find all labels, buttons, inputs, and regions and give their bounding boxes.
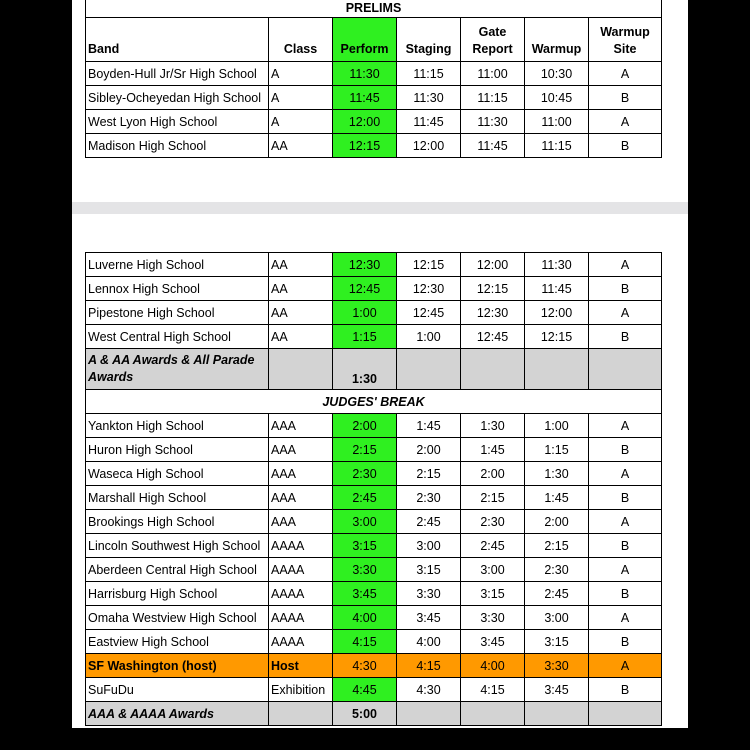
cell-cls: AA bbox=[269, 301, 333, 325]
cell-site: A bbox=[589, 558, 662, 582]
col-staging: Staging bbox=[397, 18, 461, 62]
cell-band: Boyden-Hull Jr/Sr High School bbox=[86, 62, 269, 86]
table-row bbox=[86, 134, 662, 158]
exhibition-gate: 4:15 bbox=[461, 678, 525, 702]
cell-gate: 3:45 bbox=[461, 630, 525, 654]
prelims-body bbox=[86, 62, 662, 158]
col-warmup-site: Warmup Site bbox=[589, 18, 662, 62]
cell-cls: A bbox=[269, 86, 333, 110]
cell-band: Luverne High School bbox=[86, 253, 269, 277]
awards-row-a-aa bbox=[86, 349, 662, 390]
rows3-body bbox=[86, 414, 662, 654]
awards-label: A & AA Awards & All Parade Awards bbox=[86, 349, 269, 390]
awards-blank bbox=[397, 702, 461, 726]
cell-band: West Central High School bbox=[86, 325, 269, 349]
cell-gate: 1:30 bbox=[461, 414, 525, 438]
cell-band: Yankton High School bbox=[86, 414, 269, 438]
cell-cls: AAA bbox=[269, 438, 333, 462]
cell-gate: 3:15 bbox=[461, 582, 525, 606]
cell-staging: 12:00 bbox=[397, 134, 461, 158]
cell-band: Harrisburg High School bbox=[86, 582, 269, 606]
awards-blank bbox=[269, 349, 333, 390]
cell-warmup: 11:45 bbox=[525, 277, 589, 301]
cell-gate: 3:00 bbox=[461, 558, 525, 582]
cell-band: Madison High School bbox=[86, 134, 269, 158]
cell-gate: 3:30 bbox=[461, 606, 525, 630]
cell-gate: 2:15 bbox=[461, 486, 525, 510]
cell-gate: 12:45 bbox=[461, 325, 525, 349]
cell-cls: A bbox=[269, 62, 333, 86]
cell-staging: 11:45 bbox=[397, 110, 461, 134]
cell-site: A bbox=[589, 253, 662, 277]
awards-row-aaa-aaaa bbox=[86, 702, 662, 726]
table-row bbox=[86, 534, 662, 558]
cell-perform: 2:00 bbox=[333, 414, 397, 438]
table-row bbox=[86, 438, 662, 462]
cell-gate: 12:00 bbox=[461, 253, 525, 277]
cell-perform: 2:45 bbox=[333, 486, 397, 510]
cell-perform: 4:15 bbox=[333, 630, 397, 654]
exhibition-perform: 4:45 bbox=[333, 678, 397, 702]
col-band: Band bbox=[86, 18, 269, 62]
exhibition-site: B bbox=[589, 678, 662, 702]
cell-perform: 2:30 bbox=[333, 462, 397, 486]
cell-perform: 12:15 bbox=[333, 134, 397, 158]
cell-warmup: 1:15 bbox=[525, 438, 589, 462]
cell-cls: AAA bbox=[269, 462, 333, 486]
table-row bbox=[86, 414, 662, 438]
cell-band: Lincoln Southwest High School bbox=[86, 534, 269, 558]
cell-staging: 12:15 bbox=[397, 253, 461, 277]
awards-blank bbox=[397, 349, 461, 390]
awards-label: AAA & AAAA Awards bbox=[86, 702, 269, 726]
cell-staging: 2:30 bbox=[397, 486, 461, 510]
cell-gate: 12:30 bbox=[461, 301, 525, 325]
exhibition-row bbox=[86, 678, 662, 702]
cell-site: B bbox=[589, 134, 662, 158]
cell-site: B bbox=[589, 630, 662, 654]
cell-gate: 12:15 bbox=[461, 277, 525, 301]
cell-staging: 2:00 bbox=[397, 438, 461, 462]
exhibition-class: Exhibition bbox=[269, 678, 333, 702]
table-row bbox=[86, 301, 662, 325]
cell-cls: AAA bbox=[269, 414, 333, 438]
table-row bbox=[86, 486, 662, 510]
cell-perform: 12:45 bbox=[333, 277, 397, 301]
awards-time: 1:30 bbox=[333, 349, 397, 390]
cell-perform: 3:15 bbox=[333, 534, 397, 558]
cell-band: Omaha Westview High School bbox=[86, 606, 269, 630]
cell-warmup: 2:45 bbox=[525, 582, 589, 606]
cell-band: Marshall High School bbox=[86, 486, 269, 510]
cell-cls: AA bbox=[269, 134, 333, 158]
cell-cls: AAAA bbox=[269, 630, 333, 654]
cell-band: Waseca High School bbox=[86, 462, 269, 486]
awards-time: 5:00 bbox=[333, 702, 397, 726]
cell-cls: AA bbox=[269, 325, 333, 349]
cell-warmup: 3:00 bbox=[525, 606, 589, 630]
cell-site: A bbox=[589, 110, 662, 134]
cell-perform: 11:45 bbox=[333, 86, 397, 110]
table-row bbox=[86, 558, 662, 582]
host-staging: 4:15 bbox=[397, 654, 461, 678]
cell-site: A bbox=[589, 301, 662, 325]
cell-site: B bbox=[589, 534, 662, 558]
cell-band: Brookings High School bbox=[86, 510, 269, 534]
cell-cls: AAAA bbox=[269, 606, 333, 630]
table-row bbox=[86, 62, 662, 86]
cell-perform: 2:15 bbox=[333, 438, 397, 462]
cell-staging: 3:45 bbox=[397, 606, 461, 630]
cell-band: Huron High School bbox=[86, 438, 269, 462]
awards-blank bbox=[525, 349, 589, 390]
cell-warmup: 11:30 bbox=[525, 253, 589, 277]
cell-warmup: 11:15 bbox=[525, 134, 589, 158]
cell-band: West Lyon High School bbox=[86, 110, 269, 134]
cell-staging: 12:45 bbox=[397, 301, 461, 325]
cell-gate: 2:00 bbox=[461, 462, 525, 486]
host-row bbox=[86, 654, 662, 678]
cell-site: B bbox=[589, 86, 662, 110]
table-row bbox=[86, 253, 662, 277]
table-row bbox=[86, 86, 662, 110]
table-row bbox=[86, 606, 662, 630]
cell-site: B bbox=[589, 325, 662, 349]
cell-gate: 11:45 bbox=[461, 134, 525, 158]
cell-warmup: 1:30 bbox=[525, 462, 589, 486]
host-perform: 4:30 bbox=[333, 654, 397, 678]
cell-staging: 3:15 bbox=[397, 558, 461, 582]
cell-band: Aberdeen Central High School bbox=[86, 558, 269, 582]
cell-staging: 1:45 bbox=[397, 414, 461, 438]
awards-blank bbox=[461, 702, 525, 726]
awards-blank bbox=[589, 349, 662, 390]
cell-perform: 12:00 bbox=[333, 110, 397, 134]
table-row bbox=[86, 582, 662, 606]
rows2-body bbox=[86, 253, 662, 349]
cell-perform: 3:00 bbox=[333, 510, 397, 534]
cell-gate: 2:45 bbox=[461, 534, 525, 558]
judges-break: JUDGES' BREAK bbox=[86, 390, 662, 414]
cell-warmup: 12:00 bbox=[525, 301, 589, 325]
section-title: PRELIMS bbox=[86, 0, 662, 18]
cell-warmup: 1:45 bbox=[525, 486, 589, 510]
cell-perform: 3:30 bbox=[333, 558, 397, 582]
cell-perform: 4:00 bbox=[333, 606, 397, 630]
host-site: A bbox=[589, 654, 662, 678]
cell-band: Eastview High School bbox=[86, 630, 269, 654]
cell-staging: 2:45 bbox=[397, 510, 461, 534]
page-gap bbox=[72, 202, 688, 214]
cell-warmup: 2:30 bbox=[525, 558, 589, 582]
cell-staging: 11:30 bbox=[397, 86, 461, 110]
cell-site: A bbox=[589, 606, 662, 630]
cell-cls: AA bbox=[269, 277, 333, 301]
col-gate-report: Gate Report bbox=[461, 18, 525, 62]
awards-blank bbox=[461, 349, 525, 390]
schedule-sheet-top bbox=[72, 0, 688, 202]
cell-site: B bbox=[589, 486, 662, 510]
host-class: Host bbox=[269, 654, 333, 678]
table-row bbox=[86, 462, 662, 486]
cell-staging: 3:00 bbox=[397, 534, 461, 558]
cell-gate: 11:00 bbox=[461, 62, 525, 86]
cell-cls: AAAA bbox=[269, 582, 333, 606]
cell-cls: A bbox=[269, 110, 333, 134]
cell-perform: 11:30 bbox=[333, 62, 397, 86]
header-row bbox=[86, 18, 662, 62]
cell-warmup: 3:15 bbox=[525, 630, 589, 654]
cell-staging: 12:30 bbox=[397, 277, 461, 301]
cell-warmup: 2:00 bbox=[525, 510, 589, 534]
cell-staging: 3:30 bbox=[397, 582, 461, 606]
cell-site: B bbox=[589, 438, 662, 462]
exhibition-staging: 4:30 bbox=[397, 678, 461, 702]
host-gate: 4:00 bbox=[461, 654, 525, 678]
awards-blank bbox=[525, 702, 589, 726]
col-class: Class bbox=[269, 18, 333, 62]
cell-warmup: 12:15 bbox=[525, 325, 589, 349]
cell-staging: 2:15 bbox=[397, 462, 461, 486]
cell-site: A bbox=[589, 510, 662, 534]
prelims-table bbox=[85, 0, 662, 158]
cell-cls: AAA bbox=[269, 486, 333, 510]
table-row bbox=[86, 325, 662, 349]
cell-warmup: 1:00 bbox=[525, 414, 589, 438]
cell-staging: 1:00 bbox=[397, 325, 461, 349]
awards-blank bbox=[269, 702, 333, 726]
table-row bbox=[86, 110, 662, 134]
cell-perform: 1:15 bbox=[333, 325, 397, 349]
cell-gate: 11:30 bbox=[461, 110, 525, 134]
cell-gate: 11:15 bbox=[461, 86, 525, 110]
col-perform: Perform bbox=[333, 18, 397, 62]
cell-staging: 4:00 bbox=[397, 630, 461, 654]
schedule-table bbox=[85, 252, 662, 726]
cell-cls: AAA bbox=[269, 510, 333, 534]
cell-cls: AA bbox=[269, 253, 333, 277]
cell-warmup: 10:30 bbox=[525, 62, 589, 86]
cell-warmup: 11:00 bbox=[525, 110, 589, 134]
judges-break-row bbox=[86, 390, 662, 414]
cell-perform: 1:00 bbox=[333, 301, 397, 325]
host-band: SF Washington (host) bbox=[86, 654, 269, 678]
cell-site: B bbox=[589, 277, 662, 301]
cell-site: A bbox=[589, 414, 662, 438]
cell-site: A bbox=[589, 62, 662, 86]
cell-gate: 2:30 bbox=[461, 510, 525, 534]
cell-cls: AAAA bbox=[269, 534, 333, 558]
cell-band: Sibley-Ocheyedan High School bbox=[86, 86, 269, 110]
schedule-sheet-bottom bbox=[72, 214, 688, 728]
cell-gate: 1:45 bbox=[461, 438, 525, 462]
exhibition-warmup: 3:45 bbox=[525, 678, 589, 702]
table-row bbox=[86, 510, 662, 534]
cell-site: B bbox=[589, 582, 662, 606]
cell-band: Lennox High School bbox=[86, 277, 269, 301]
cell-band: Pipestone High School bbox=[86, 301, 269, 325]
cell-perform: 12:30 bbox=[333, 253, 397, 277]
col-warmup: Warmup bbox=[525, 18, 589, 62]
host-warmup: 3:30 bbox=[525, 654, 589, 678]
table-row bbox=[86, 630, 662, 654]
cell-site: A bbox=[589, 462, 662, 486]
exhibition-band: SuFuDu bbox=[86, 678, 269, 702]
cell-cls: AAAA bbox=[269, 558, 333, 582]
awards-blank bbox=[589, 702, 662, 726]
cell-staging: 11:15 bbox=[397, 62, 461, 86]
cell-perform: 3:45 bbox=[333, 582, 397, 606]
cell-warmup: 10:45 bbox=[525, 86, 589, 110]
cell-warmup: 2:15 bbox=[525, 534, 589, 558]
table-row bbox=[86, 277, 662, 301]
